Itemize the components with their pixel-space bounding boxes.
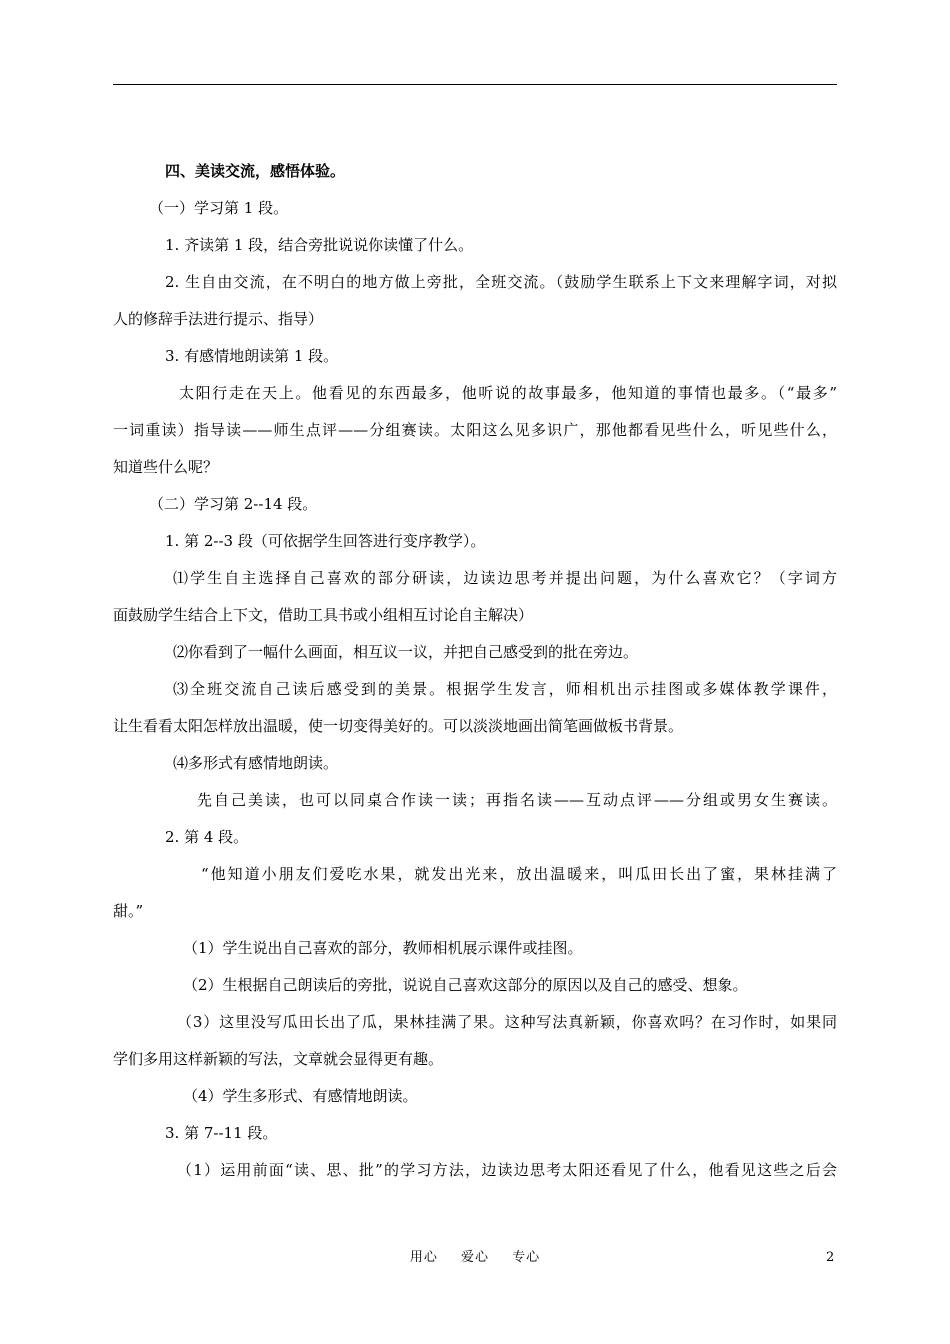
subsection-heading: （二）学习第 2--14 段。 — [149, 495, 318, 513]
paragraph-line: （1）学生说出自己喜欢的部分，教师相机展示课件或挂图。 — [183, 939, 583, 957]
paragraph-line: ⑴学生自主选择自己喜欢的部分研读，边读边思考并提出问题，为什么喜欢它？（字词方 — [173, 569, 837, 587]
paragraph-line: 3. 第 7--11 段。 — [165, 1124, 278, 1142]
paragraph-line: 1. 第 2--3 段（可依据学生回答进行变序教学）。 — [165, 532, 486, 550]
header-rule — [113, 84, 837, 85]
paragraph-line: （3）这里没写瓜田长出了瓜，果林挂满了果。这种写法真新颖，你喜欢吗？在习作时，如果同 — [177, 1013, 837, 1031]
paragraph-line: ⑶全班交流自己读后感受到的美景。根据学生发言，师相机出示挂图或多媒体教学课件， — [173, 680, 837, 698]
subsection-heading: （一）学习第 1 段。 — [149, 199, 289, 217]
paragraph-line: 2. 第 4 段。 — [165, 828, 249, 846]
paragraph-line: 2. 生自由交流，在不明白的地方做上旁批，全班交流。（鼓励学生联系上下文来理解字词，对拟 — [165, 273, 837, 291]
paragraph-line: 一词重读）指导读——师生点评——分组赛读。太阳这么见多识广，那他都看见些什么，听见些什么， — [113, 421, 837, 439]
page-number: 2 — [826, 1250, 835, 1265]
paragraph-line: （2）生根据自己朗读后的旁批，说说自己喜欢这部分的原因以及自己的感受、想象。 — [183, 976, 748, 994]
section-heading: 四、美读交流，感悟体验。 — [165, 162, 346, 180]
paragraph-line: 先自己美读，也可以同桌合作读一读；再指名读——互动点评——分组或男女生赛读。 — [197, 791, 837, 809]
paragraph-line: 让生看看太阳怎样放出温暖，使一切变得美好的。可以淡淡地画出简笔画做板书背景。 — [113, 717, 684, 735]
quote-line: 甜。” — [113, 902, 144, 920]
paragraph-line: ⑵你看到了一幅什么画面，相互议一议，并把自己感受到的批在旁边。 — [173, 643, 639, 661]
paragraph-line: 知道些什么呢？ — [113, 458, 219, 476]
page-footer — [0, 1248, 950, 1268]
paragraph-line: 太阳行走在天上。他看见的东西最多，他听说的故事最多，他知道的事情也最多。（“最多” — [179, 384, 837, 402]
paragraph-line: 学们多用这样新颖的写法，文章就会显得更有趣。 — [113, 1050, 444, 1068]
paragraph-line: 1. 齐读第 1 段，结合旁批说说你读懂了什么。 — [165, 236, 474, 254]
paragraph-line: （4）学生多形式、有感情地朗读。 — [183, 1087, 418, 1105]
paragraph-line: 面鼓励学生结合上下文，借助工具书或小组相互讨论自主解决） — [113, 606, 534, 624]
footer-slogan: 用心 爱心 专心 — [409, 1250, 541, 1265]
document-body — [113, 153, 837, 1189]
quote-line: “他知道小朋友们爱吃水果，就发出光来，放出温暖来，叫瓜田长出了蜜，果林挂满了 — [201, 865, 837, 883]
paragraph-line: 人的修辞手法进行提示、指导） — [113, 310, 324, 328]
paragraph-line: ⑷多形式有感情地朗读。 — [173, 754, 339, 772]
paragraph-line: （1）运用前面“读、思、批”的学习方法，边读边思考太阳还看见了什么，他看见这些之后会 — [177, 1161, 837, 1179]
paragraph-line: 3. 有感情地朗读第 1 段。 — [165, 347, 339, 365]
